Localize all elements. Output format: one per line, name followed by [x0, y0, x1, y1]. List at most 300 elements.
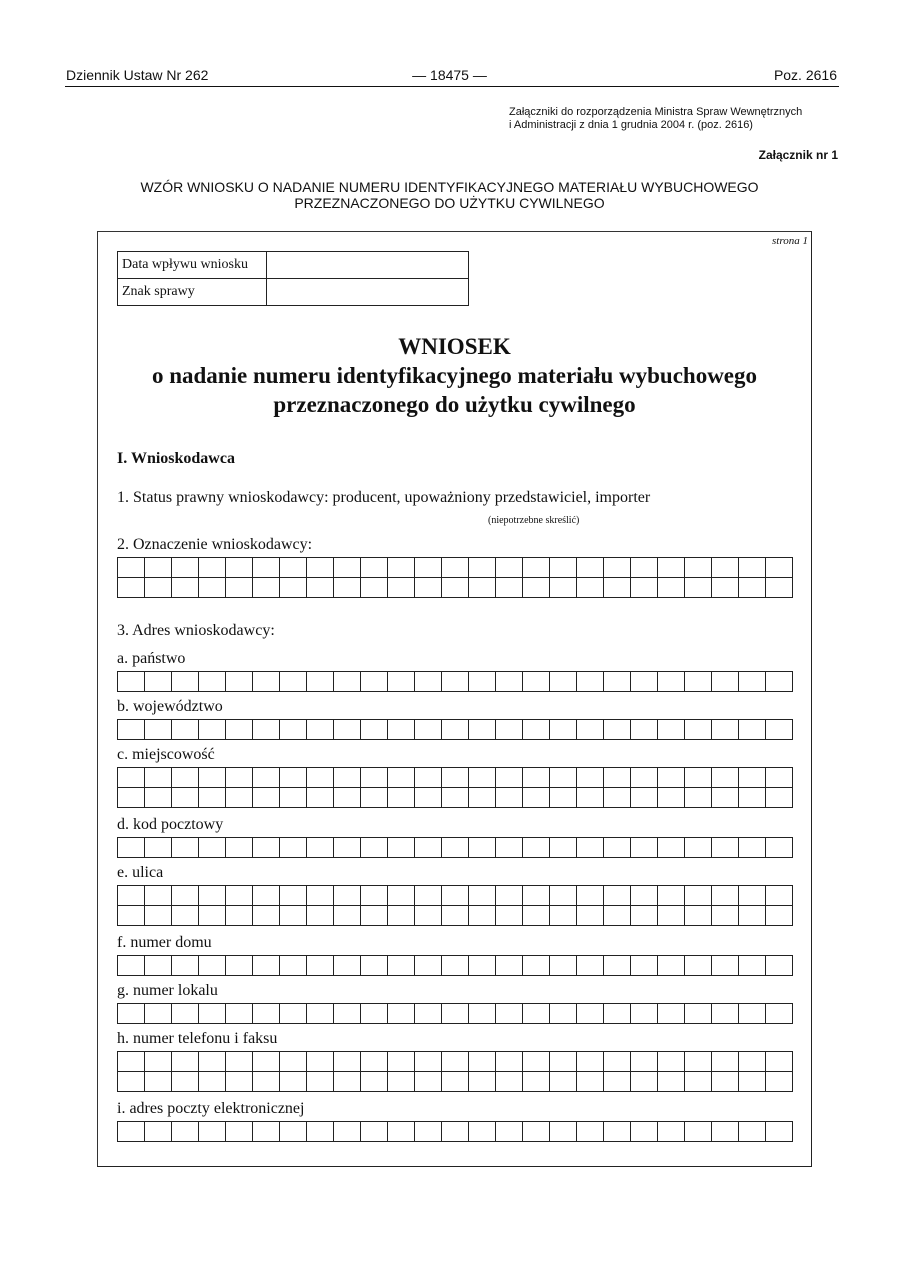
character-box[interactable] [226, 1122, 253, 1142]
character-box[interactable] [226, 1052, 253, 1072]
character-box[interactable] [226, 886, 253, 906]
character-box[interactable] [685, 1072, 712, 1092]
character-box[interactable] [199, 956, 226, 976]
character-box[interactable] [388, 886, 415, 906]
character-box[interactable] [334, 788, 361, 808]
character-box[interactable] [415, 788, 442, 808]
character-box[interactable] [253, 886, 280, 906]
character-box[interactable] [631, 788, 658, 808]
character-box[interactable] [496, 578, 523, 598]
character-box[interactable] [361, 768, 388, 788]
character-box[interactable] [577, 1122, 604, 1142]
character-box[interactable] [145, 672, 172, 692]
character-box[interactable] [766, 768, 793, 788]
character-box[interactable] [604, 672, 631, 692]
character-box[interactable] [442, 886, 469, 906]
character-box[interactable] [226, 672, 253, 692]
street-grid[interactable] [117, 885, 793, 926]
character-box[interactable] [199, 578, 226, 598]
character-box[interactable] [388, 1072, 415, 1092]
character-box[interactable] [523, 558, 550, 578]
character-box[interactable] [199, 906, 226, 926]
character-box[interactable] [199, 1122, 226, 1142]
character-box[interactable] [145, 886, 172, 906]
character-box[interactable] [658, 558, 685, 578]
character-box[interactable] [118, 578, 145, 598]
character-box[interactable] [766, 1052, 793, 1072]
character-box[interactable] [415, 558, 442, 578]
character-box[interactable] [766, 672, 793, 692]
character-box[interactable] [118, 1052, 145, 1072]
character-box[interactable] [739, 578, 766, 598]
character-box[interactable] [253, 672, 280, 692]
character-box[interactable] [361, 788, 388, 808]
character-box[interactable] [280, 768, 307, 788]
character-box[interactable] [172, 1004, 199, 1024]
character-box[interactable] [280, 558, 307, 578]
character-box[interactable] [631, 1052, 658, 1072]
country-grid[interactable] [117, 671, 793, 692]
character-box[interactable] [118, 788, 145, 808]
character-box[interactable] [334, 558, 361, 578]
character-box[interactable] [415, 672, 442, 692]
character-box[interactable] [415, 1122, 442, 1142]
character-box[interactable] [523, 1004, 550, 1024]
character-box[interactable] [442, 956, 469, 976]
character-box[interactable] [712, 558, 739, 578]
character-box[interactable] [280, 1072, 307, 1092]
character-box[interactable] [388, 1122, 415, 1142]
character-box[interactable] [118, 886, 145, 906]
character-box[interactable] [334, 1122, 361, 1142]
character-box[interactable] [280, 906, 307, 926]
character-box[interactable] [442, 788, 469, 808]
character-box[interactable] [712, 956, 739, 976]
character-box[interactable] [199, 886, 226, 906]
character-box[interactable] [496, 906, 523, 926]
character-box[interactable] [388, 1052, 415, 1072]
character-box[interactable] [361, 1122, 388, 1142]
character-box[interactable] [604, 578, 631, 598]
character-box[interactable] [253, 1052, 280, 1072]
character-box[interactable] [604, 906, 631, 926]
character-box[interactable] [199, 768, 226, 788]
character-box[interactable] [118, 720, 145, 740]
character-box[interactable] [172, 1072, 199, 1092]
character-box[interactable] [631, 906, 658, 926]
character-box[interactable] [334, 1004, 361, 1024]
received-date-field[interactable] [267, 252, 469, 279]
character-box[interactable] [550, 906, 577, 926]
character-box[interactable] [118, 1072, 145, 1092]
character-box[interactable] [199, 1072, 226, 1092]
character-box[interactable] [388, 906, 415, 926]
character-box[interactable] [496, 1004, 523, 1024]
character-box[interactable] [280, 788, 307, 808]
character-box[interactable] [577, 1052, 604, 1072]
character-box[interactable] [361, 1004, 388, 1024]
character-box[interactable] [685, 768, 712, 788]
character-box[interactable] [307, 886, 334, 906]
character-box[interactable] [631, 768, 658, 788]
character-box[interactable] [361, 956, 388, 976]
character-box[interactable] [199, 1004, 226, 1024]
character-box[interactable] [577, 956, 604, 976]
character-box[interactable] [550, 1004, 577, 1024]
character-box[interactable] [388, 558, 415, 578]
character-box[interactable] [199, 558, 226, 578]
character-box[interactable] [361, 1072, 388, 1092]
character-box[interactable] [415, 1052, 442, 1072]
character-box[interactable] [604, 1122, 631, 1142]
character-box[interactable] [361, 886, 388, 906]
character-box[interactable] [280, 1052, 307, 1072]
character-box[interactable] [172, 956, 199, 976]
character-box[interactable] [523, 720, 550, 740]
character-box[interactable] [712, 1004, 739, 1024]
character-box[interactable] [604, 1052, 631, 1072]
character-box[interactable] [496, 1072, 523, 1092]
character-box[interactable] [388, 788, 415, 808]
character-box[interactable] [415, 1004, 442, 1024]
character-box[interactable] [631, 578, 658, 598]
character-box[interactable] [550, 558, 577, 578]
character-box[interactable] [334, 906, 361, 926]
character-box[interactable] [550, 1052, 577, 1072]
character-box[interactable] [604, 788, 631, 808]
character-box[interactable] [604, 768, 631, 788]
character-box[interactable] [172, 558, 199, 578]
character-box[interactable] [550, 672, 577, 692]
character-box[interactable] [118, 1122, 145, 1142]
character-box[interactable] [145, 788, 172, 808]
character-box[interactable] [469, 720, 496, 740]
character-box[interactable] [469, 768, 496, 788]
character-box[interactable] [253, 1004, 280, 1024]
character-box[interactable] [658, 578, 685, 598]
character-box[interactable] [577, 886, 604, 906]
character-box[interactable] [199, 788, 226, 808]
character-box[interactable] [496, 788, 523, 808]
character-box[interactable] [226, 720, 253, 740]
character-box[interactable] [523, 1122, 550, 1142]
character-box[interactable] [226, 956, 253, 976]
character-box[interactable] [658, 788, 685, 808]
character-box[interactable] [442, 672, 469, 692]
character-box[interactable] [415, 886, 442, 906]
character-box[interactable] [523, 578, 550, 598]
character-box[interactable] [739, 1072, 766, 1092]
character-box[interactable] [280, 838, 307, 858]
character-box[interactable] [415, 838, 442, 858]
character-box[interactable] [145, 956, 172, 976]
character-box[interactable] [658, 1004, 685, 1024]
character-box[interactable] [577, 720, 604, 740]
character-box[interactable] [334, 720, 361, 740]
character-box[interactable] [631, 1004, 658, 1024]
character-box[interactable] [739, 886, 766, 906]
character-box[interactable] [685, 1122, 712, 1142]
character-box[interactable] [334, 768, 361, 788]
character-box[interactable] [469, 672, 496, 692]
character-box[interactable] [739, 1122, 766, 1142]
character-box[interactable] [199, 838, 226, 858]
character-box[interactable] [712, 906, 739, 926]
character-box[interactable] [226, 838, 253, 858]
character-box[interactable] [442, 1072, 469, 1092]
character-box[interactable] [739, 720, 766, 740]
character-box[interactable] [172, 906, 199, 926]
character-box[interactable] [550, 720, 577, 740]
character-box[interactable] [280, 578, 307, 598]
character-box[interactable] [118, 768, 145, 788]
character-box[interactable] [550, 768, 577, 788]
character-box[interactable] [253, 956, 280, 976]
character-box[interactable] [523, 768, 550, 788]
character-box[interactable] [334, 956, 361, 976]
character-box[interactable] [415, 1072, 442, 1092]
character-box[interactable] [712, 886, 739, 906]
character-box[interactable] [361, 838, 388, 858]
character-box[interactable] [469, 558, 496, 578]
character-box[interactable] [550, 1072, 577, 1092]
character-box[interactable] [388, 720, 415, 740]
character-box[interactable] [307, 720, 334, 740]
character-box[interactable] [334, 838, 361, 858]
phone-fax-grid[interactable] [117, 1051, 793, 1092]
character-box[interactable] [226, 906, 253, 926]
character-box[interactable] [280, 1122, 307, 1142]
character-box[interactable] [442, 1122, 469, 1142]
character-box[interactable] [280, 672, 307, 692]
character-box[interactable] [658, 1052, 685, 1072]
character-box[interactable] [712, 720, 739, 740]
voivodeship-grid[interactable] [117, 719, 793, 740]
character-box[interactable] [496, 838, 523, 858]
character-box[interactable] [739, 768, 766, 788]
character-box[interactable] [658, 886, 685, 906]
character-box[interactable] [145, 1122, 172, 1142]
character-box[interactable] [712, 838, 739, 858]
character-box[interactable] [388, 1004, 415, 1024]
character-box[interactable] [253, 1122, 280, 1142]
character-box[interactable] [226, 558, 253, 578]
case-number-field[interactable] [267, 279, 469, 306]
character-box[interactable] [172, 838, 199, 858]
character-box[interactable] [604, 838, 631, 858]
character-box[interactable] [469, 838, 496, 858]
character-box[interactable] [361, 720, 388, 740]
character-box[interactable] [712, 788, 739, 808]
character-box[interactable] [361, 1052, 388, 1072]
character-box[interactable] [766, 578, 793, 598]
character-box[interactable] [739, 558, 766, 578]
character-box[interactable] [199, 1052, 226, 1072]
character-box[interactable] [523, 886, 550, 906]
character-box[interactable] [469, 1122, 496, 1142]
character-box[interactable] [631, 1122, 658, 1142]
character-box[interactable] [334, 1052, 361, 1072]
character-box[interactable] [766, 906, 793, 926]
character-box[interactable] [685, 1052, 712, 1072]
character-box[interactable] [172, 768, 199, 788]
character-box[interactable] [307, 906, 334, 926]
email-grid[interactable] [117, 1121, 793, 1142]
house-number-grid[interactable] [117, 955, 793, 976]
character-box[interactable] [145, 558, 172, 578]
character-box[interactable] [577, 838, 604, 858]
character-box[interactable] [685, 886, 712, 906]
character-box[interactable] [577, 768, 604, 788]
character-box[interactable] [280, 956, 307, 976]
character-box[interactable] [334, 886, 361, 906]
character-box[interactable] [469, 956, 496, 976]
character-box[interactable] [307, 1072, 334, 1092]
character-box[interactable] [199, 672, 226, 692]
character-box[interactable] [172, 1052, 199, 1072]
character-box[interactable] [604, 956, 631, 976]
character-box[interactable] [226, 788, 253, 808]
postal-code-grid[interactable] [117, 837, 793, 858]
character-box[interactable] [712, 1052, 739, 1072]
character-box[interactable] [496, 1052, 523, 1072]
character-box[interactable] [172, 578, 199, 598]
character-box[interactable] [415, 720, 442, 740]
character-box[interactable] [253, 558, 280, 578]
character-box[interactable] [442, 1052, 469, 1072]
character-box[interactable] [496, 768, 523, 788]
character-box[interactable] [442, 558, 469, 578]
character-box[interactable] [604, 1072, 631, 1092]
character-box[interactable] [496, 672, 523, 692]
character-box[interactable] [766, 838, 793, 858]
character-box[interactable] [469, 1072, 496, 1092]
character-box[interactable] [307, 956, 334, 976]
character-box[interactable] [361, 578, 388, 598]
character-box[interactable] [496, 1122, 523, 1142]
character-box[interactable] [631, 720, 658, 740]
character-box[interactable] [577, 788, 604, 808]
character-box[interactable] [712, 1122, 739, 1142]
character-box[interactable] [496, 886, 523, 906]
character-box[interactable] [388, 768, 415, 788]
character-box[interactable] [253, 768, 280, 788]
character-box[interactable] [577, 672, 604, 692]
character-box[interactable] [658, 956, 685, 976]
character-box[interactable] [145, 578, 172, 598]
character-box[interactable] [739, 956, 766, 976]
character-box[interactable] [442, 1004, 469, 1024]
character-box[interactable] [685, 720, 712, 740]
character-box[interactable] [550, 956, 577, 976]
character-box[interactable] [307, 1122, 334, 1142]
character-box[interactable] [253, 906, 280, 926]
character-box[interactable] [280, 720, 307, 740]
character-box[interactable] [307, 672, 334, 692]
character-box[interactable] [334, 672, 361, 692]
character-box[interactable] [226, 578, 253, 598]
city-grid[interactable] [117, 767, 793, 808]
character-box[interactable] [415, 956, 442, 976]
character-box[interactable] [118, 906, 145, 926]
character-box[interactable] [307, 838, 334, 858]
character-box[interactable] [415, 906, 442, 926]
character-box[interactable] [658, 838, 685, 858]
character-box[interactable] [685, 788, 712, 808]
character-box[interactable] [442, 720, 469, 740]
character-box[interactable] [658, 1122, 685, 1142]
character-box[interactable] [145, 1072, 172, 1092]
character-box[interactable] [685, 838, 712, 858]
character-box[interactable] [307, 788, 334, 808]
character-box[interactable] [604, 720, 631, 740]
character-box[interactable] [118, 558, 145, 578]
character-box[interactable] [523, 1052, 550, 1072]
character-box[interactable] [442, 578, 469, 598]
character-box[interactable] [253, 720, 280, 740]
character-box[interactable] [388, 838, 415, 858]
apartment-number-grid[interactable] [117, 1003, 793, 1024]
character-box[interactable] [523, 956, 550, 976]
character-box[interactable] [307, 1004, 334, 1024]
character-box[interactable] [172, 720, 199, 740]
character-box[interactable] [442, 906, 469, 926]
character-box[interactable] [577, 1072, 604, 1092]
character-box[interactable] [280, 886, 307, 906]
character-box[interactable] [766, 558, 793, 578]
character-box[interactable] [577, 1004, 604, 1024]
character-box[interactable] [172, 672, 199, 692]
character-box[interactable] [172, 788, 199, 808]
character-box[interactable] [658, 1072, 685, 1092]
character-box[interactable] [415, 578, 442, 598]
character-box[interactable] [739, 1004, 766, 1024]
character-box[interactable] [577, 906, 604, 926]
character-box[interactable] [766, 886, 793, 906]
character-box[interactable] [334, 1072, 361, 1092]
character-box[interactable] [118, 956, 145, 976]
character-box[interactable] [550, 838, 577, 858]
character-box[interactable] [766, 956, 793, 976]
character-box[interactable] [766, 788, 793, 808]
character-box[interactable] [496, 956, 523, 976]
applicant-designation-grid[interactable] [117, 557, 793, 598]
character-box[interactable] [685, 672, 712, 692]
character-box[interactable] [361, 906, 388, 926]
character-box[interactable] [577, 578, 604, 598]
character-box[interactable] [766, 1072, 793, 1092]
character-box[interactable] [469, 906, 496, 926]
character-box[interactable] [145, 838, 172, 858]
character-box[interactable] [685, 1004, 712, 1024]
character-box[interactable] [442, 838, 469, 858]
character-box[interactable] [118, 1004, 145, 1024]
character-box[interactable] [523, 1072, 550, 1092]
character-box[interactable] [388, 578, 415, 598]
character-box[interactable] [280, 1004, 307, 1024]
character-box[interactable] [550, 788, 577, 808]
character-box[interactable] [415, 768, 442, 788]
character-box[interactable] [658, 720, 685, 740]
character-box[interactable] [307, 558, 334, 578]
character-box[interactable] [631, 886, 658, 906]
character-box[interactable] [577, 558, 604, 578]
character-box[interactable] [766, 1122, 793, 1142]
character-box[interactable] [604, 886, 631, 906]
character-box[interactable] [253, 578, 280, 598]
character-box[interactable] [145, 1004, 172, 1024]
character-box[interactable] [523, 672, 550, 692]
